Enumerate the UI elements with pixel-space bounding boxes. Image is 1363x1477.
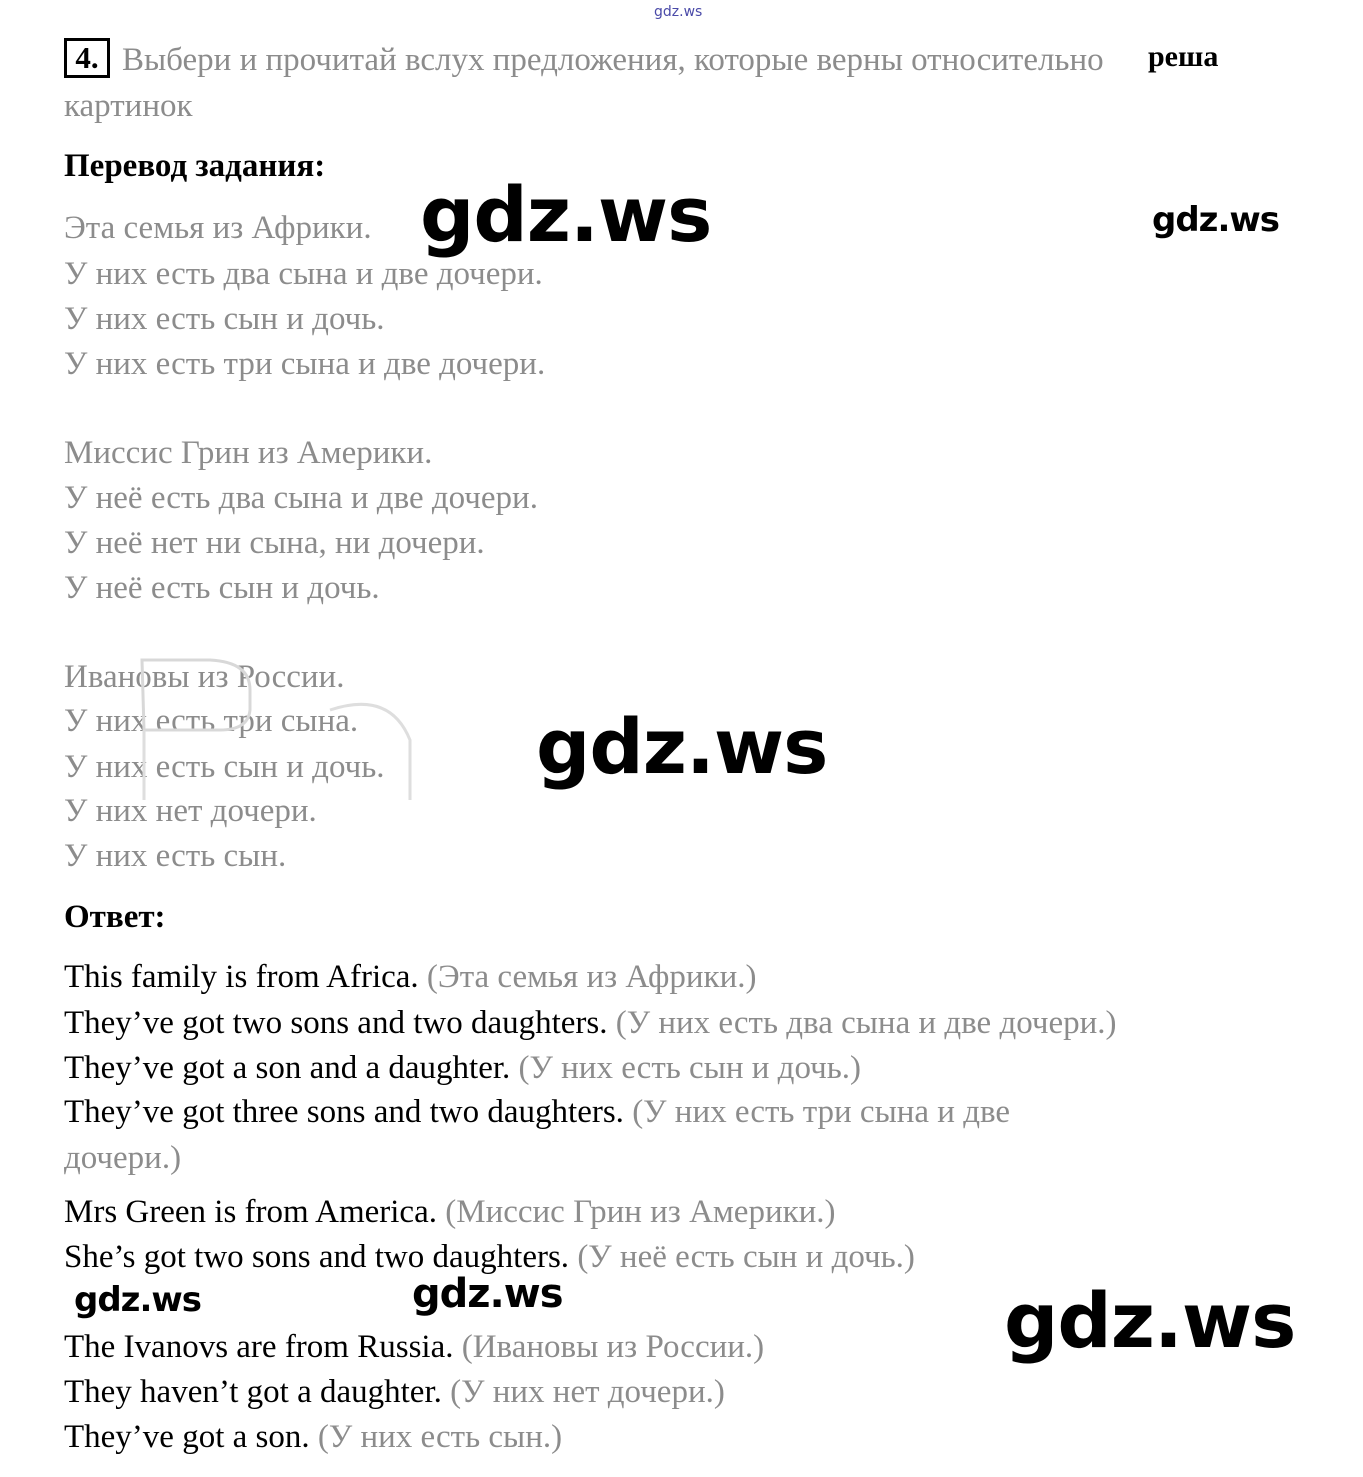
watermark-small: gdz.ws [74, 1280, 202, 1320]
answer-russian: (Эта семья из Африки.) [426, 959, 757, 995]
answer-line [64, 957, 756, 997]
answer-russian: (Ивановы из России.) [461, 1329, 765, 1365]
task-instruction-overlay-word: реша [1148, 40, 1219, 73]
answer-english: They’ve got three sons and two daughters. [64, 1094, 624, 1130]
answer-line [64, 1372, 725, 1412]
answer-english: She’s got two sons and two daughters. [64, 1239, 570, 1275]
watermark-large: gdz.ws [1004, 1276, 1296, 1365]
watermark-large: gdz.ws [420, 170, 712, 259]
translation-line: У них есть два сына и две дочери. [64, 256, 543, 292]
translation-line: У них есть три сына и две дочери. [64, 346, 546, 382]
answer-english: They haven’t got a daughter. [64, 1374, 442, 1410]
translation-line: У них есть три сына. [64, 703, 359, 739]
answer-line [64, 1192, 836, 1232]
answer-russian: дочери.) [64, 1140, 182, 1176]
answer-english: They’ve got two sons and two daughters. [64, 1005, 608, 1041]
answer-line [64, 1092, 1010, 1132]
translation-line: Ивановы из России. [64, 659, 345, 695]
watermark-medium: gdz.ws [412, 1271, 563, 1317]
answer-russian: (У них есть сын.) [317, 1419, 563, 1455]
watermark-large: gdz.ws [536, 702, 828, 791]
answer-russian: (У них есть сын и дочь.) [518, 1050, 862, 1086]
translation-line: Миссис Грин из Америки. [64, 435, 433, 471]
answer-russian: (У них есть два сына и две дочери.) [615, 1005, 1117, 1041]
answer-english: This family is from Africa. [64, 959, 419, 995]
task-number: 4. [64, 38, 110, 78]
answer-line [64, 1138, 181, 1178]
translation-line: У неё нет ни сына, ни дочери. [64, 525, 485, 561]
answer-russian: (У неё есть сын и дочь.) [577, 1239, 915, 1275]
translation-line: У неё есть сын и дочь. [64, 570, 380, 606]
translation-line: У неё есть два сына и две дочери. [64, 480, 538, 516]
answer-line [64, 1048, 861, 1088]
answer-line [64, 1327, 764, 1367]
task-instruction-line-2: картинок [64, 88, 193, 124]
translation-line: У них есть сын. [64, 838, 287, 874]
watermark-small: gdz.ws [1152, 200, 1280, 240]
answer-russian: (Миссис Грин из Америки.) [445, 1194, 836, 1230]
answer-english: The Ivanovs are from Russia. [64, 1329, 454, 1365]
scan-artifact-shape [130, 650, 430, 810]
answer-russian: (У них есть три сына и две [632, 1094, 1011, 1130]
translation-line: Эта семья из Африки. [64, 210, 372, 246]
answer-russian: (У них нет дочери.) [450, 1374, 725, 1410]
answer-english: They’ve got a son and a daughter. [64, 1050, 511, 1086]
translation-line: У них нет дочери. [64, 793, 317, 829]
answer-line [64, 1417, 562, 1457]
answer-english: They’ve got a son. [64, 1419, 310, 1455]
answer-line [64, 1003, 1117, 1043]
answer-heading: Ответ: [64, 899, 166, 935]
translation-line: У них есть сын и дочь. [64, 749, 385, 785]
watermark-top: gdz.ws [654, 4, 703, 20]
task-instruction-line-1: Выбери и прочитай вслух предложения, которые верны относительно [122, 42, 1104, 78]
translation-heading: Перевод задания: [64, 148, 326, 184]
answer-english: Mrs Green is from America. [64, 1194, 437, 1230]
translation-line: У них есть сын и дочь. [64, 301, 385, 337]
